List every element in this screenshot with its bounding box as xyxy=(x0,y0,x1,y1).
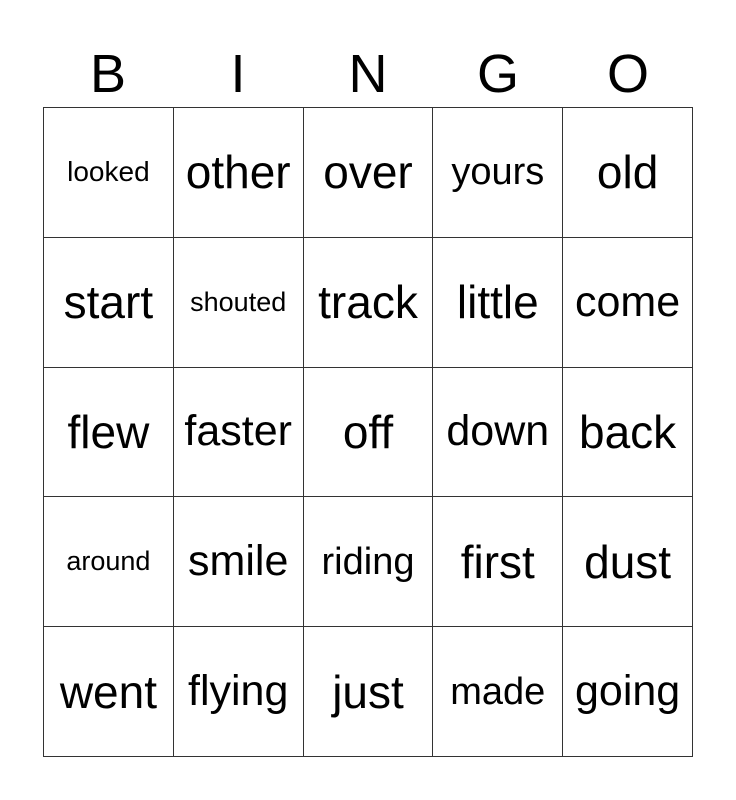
bingo-cell[interactable]: looked xyxy=(44,108,174,238)
bingo-cell[interactable]: down xyxy=(433,368,563,498)
bingo-cell[interactable]: just xyxy=(304,627,434,757)
bingo-cell[interactable]: come xyxy=(563,238,693,368)
bingo-cell[interactable]: track xyxy=(304,238,434,368)
bingo-cell[interactable]: other xyxy=(174,108,304,238)
bingo-cell[interactable]: smile xyxy=(174,497,304,627)
bingo-cell[interactable]: went xyxy=(44,627,174,757)
bingo-cell[interactable]: around xyxy=(44,497,174,627)
bingo-cell[interactable]: going xyxy=(563,627,693,757)
header-letter-b: B xyxy=(89,44,127,104)
bingo-cell[interactable]: little xyxy=(433,238,563,368)
bingo-cell[interactable]: shouted xyxy=(174,238,304,368)
bingo-cell[interactable]: yours xyxy=(433,108,563,238)
bingo-header xyxy=(43,40,693,108)
bingo-cell[interactable]: back xyxy=(563,368,693,498)
bingo-cell[interactable]: riding xyxy=(304,497,434,627)
bingo-cell[interactable]: flew xyxy=(44,368,174,498)
bingo-cell[interactable]: flying xyxy=(174,627,304,757)
header-letter-g: G xyxy=(476,44,519,104)
header-letter-o: O xyxy=(606,44,649,104)
bingo-board xyxy=(43,107,693,757)
bingo-cell[interactable]: faster xyxy=(174,368,304,498)
bingo-cell[interactable]: dust xyxy=(563,497,693,627)
bingo-cell[interactable]: start xyxy=(44,238,174,368)
header-letter-n: N xyxy=(348,44,388,104)
bingo-cell[interactable]: over xyxy=(304,108,434,238)
bingo-cell[interactable]: made xyxy=(433,627,563,757)
bingo-cell[interactable]: off xyxy=(304,368,434,498)
bingo-cell[interactable]: first xyxy=(433,497,563,627)
bingo-cell[interactable]: old xyxy=(563,108,693,238)
header-letter-i: I xyxy=(230,44,246,104)
